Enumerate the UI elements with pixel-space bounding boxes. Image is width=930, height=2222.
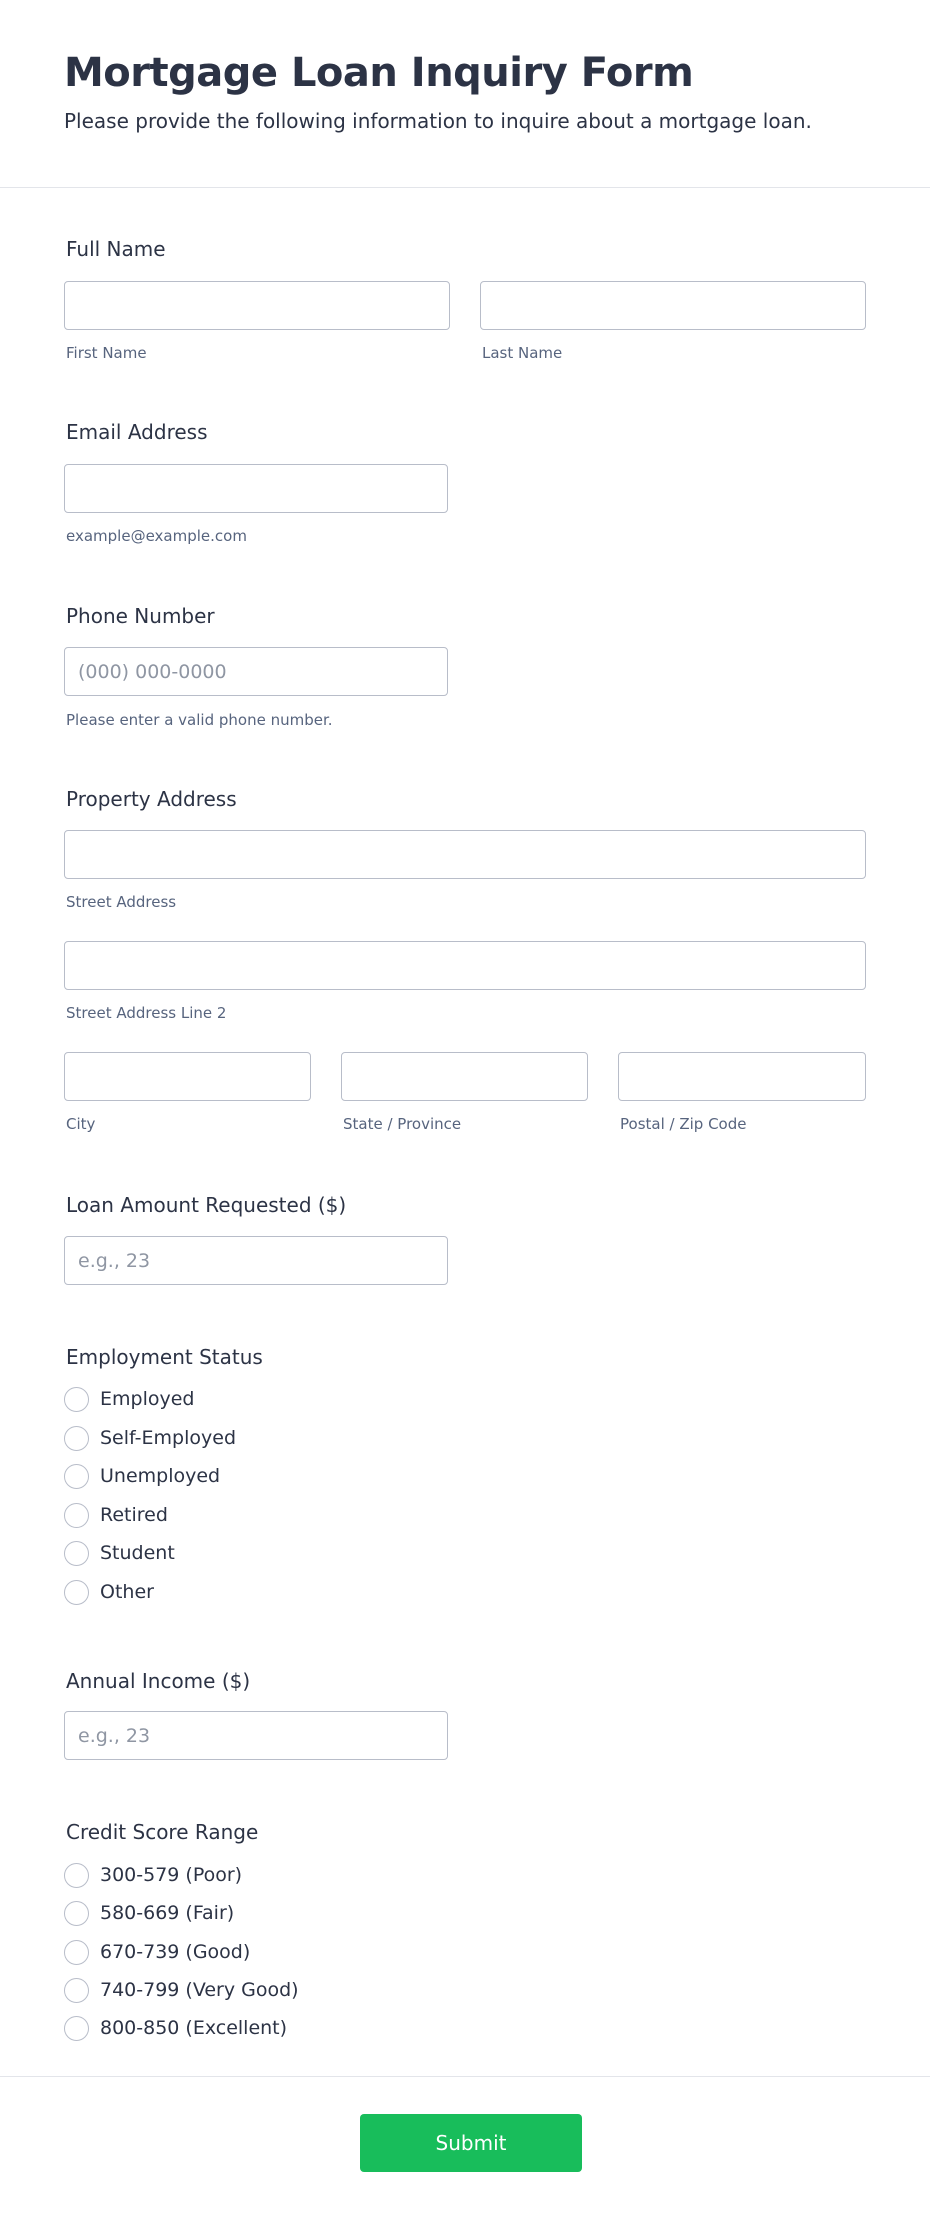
credit-option-excellent[interactable] — [64, 2015, 287, 2041]
radio-button[interactable] — [64, 1940, 89, 1965]
first-name-sublabel: First Name — [66, 344, 147, 362]
loan-amount-input[interactable] — [64, 1236, 448, 1285]
radio-button[interactable] — [64, 1464, 89, 1489]
credit-option-poor[interactable] — [64, 1862, 242, 1888]
radio-button[interactable] — [64, 1541, 89, 1566]
radio-label: Self-Employed — [100, 1427, 237, 1449]
radio-label: 670-739 (Good) — [100, 1941, 251, 1963]
zip-input[interactable] — [618, 1052, 866, 1101]
employment-option-employed[interactable] — [64, 1386, 194, 1412]
street-address-line2-input[interactable] — [64, 941, 866, 990]
phone-sublabel: Please enter a valid phone number. — [66, 711, 333, 729]
last-name-sublabel: Last Name — [482, 344, 563, 362]
annual-income-input[interactable] — [64, 1711, 448, 1760]
radio-label: 800-850 (Excellent) — [100, 2017, 288, 2039]
street-address-sublabel: Street Address — [66, 893, 177, 911]
employment-option-other[interactable] — [64, 1579, 154, 1605]
radio-button[interactable] — [64, 1426, 89, 1451]
property-address-label: Property Address — [66, 787, 237, 811]
form-header — [0, 0, 930, 188]
radio-label: Unemployed — [100, 1465, 221, 1487]
employment-option-retired[interactable] — [64, 1502, 168, 1528]
radio-label: 580-669 (Fair) — [100, 1902, 235, 1924]
radio-label: 740-799 (Very Good) — [100, 1979, 299, 2001]
radio-button[interactable] — [64, 1863, 89, 1888]
radio-button[interactable] — [64, 1978, 89, 2003]
footer-divider — [0, 2076, 930, 2077]
employment-status-label: Employment Status — [66, 1345, 263, 1369]
radio-button[interactable] — [64, 1580, 89, 1605]
employment-option-self-employed[interactable] — [64, 1425, 236, 1451]
phone-input[interactable] — [64, 647, 448, 696]
loan-amount-label: Loan Amount Requested ($) — [66, 1193, 347, 1217]
email-sublabel: example@example.com — [66, 527, 247, 545]
radio-label: 300-579 (Poor) — [100, 1864, 243, 1886]
city-sublabel: City — [66, 1115, 96, 1133]
page-title: Mortgage Loan Inquiry Form — [64, 50, 694, 96]
credit-score-label: Credit Score Range — [66, 1820, 259, 1844]
radio-label: Student — [100, 1542, 175, 1564]
annual-income-label: Annual Income ($) — [66, 1669, 251, 1693]
credit-option-fair[interactable] — [64, 1900, 234, 1926]
email-input[interactable] — [64, 464, 448, 513]
radio-label: Retired — [100, 1504, 168, 1526]
radio-button[interactable] — [64, 1503, 89, 1528]
radio-button[interactable] — [64, 1387, 89, 1412]
phone-label: Phone Number — [66, 604, 215, 628]
street-address-input[interactable] — [64, 830, 866, 879]
page-subtitle: Please provide the following information to inquire about a mortgage loan. — [64, 109, 812, 133]
credit-option-very-good[interactable] — [64, 1977, 299, 2003]
last-name-input[interactable] — [480, 281, 866, 330]
radio-label: Employed — [100, 1388, 195, 1410]
employment-option-student[interactable] — [64, 1540, 175, 1566]
radio-button[interactable] — [64, 1901, 89, 1926]
city-input[interactable] — [64, 1052, 311, 1101]
employment-option-unemployed[interactable] — [64, 1463, 220, 1489]
submit-button[interactable]: Submit — [360, 2114, 582, 2172]
email-label: Email Address — [66, 420, 208, 444]
first-name-input[interactable] — [64, 281, 450, 330]
full-name-label: Full Name — [66, 237, 166, 261]
state-input[interactable] — [341, 1052, 588, 1101]
zip-sublabel: Postal / Zip Code — [620, 1115, 747, 1133]
credit-option-good[interactable] — [64, 1939, 250, 1965]
state-sublabel: State / Province — [343, 1115, 462, 1133]
radio-label: Other — [100, 1581, 154, 1603]
radio-button[interactable] — [64, 2016, 89, 2041]
street-address-line2-sublabel: Street Address Line 2 — [66, 1004, 227, 1022]
